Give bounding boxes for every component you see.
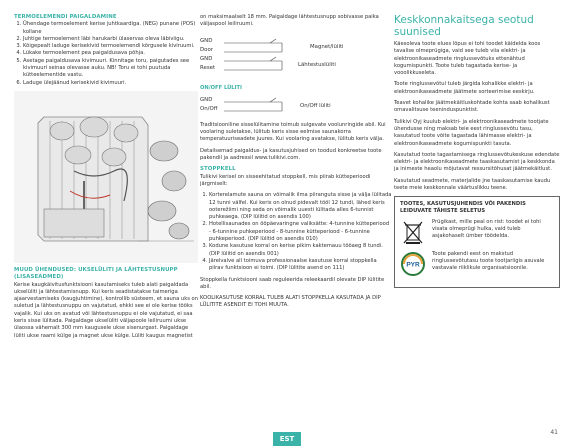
dip-switch-text: Stoppkella funktsiooni saab reguleerida releekaardil olevate DIP lülitite abil. — [200, 276, 385, 290]
gnd-label-3: GND — [200, 96, 213, 103]
heater-illustration — [14, 91, 198, 263]
gnd-label: GND — [200, 37, 213, 44]
symbols-heading: TOOTES, KASUTUSJUHENDIS VÕI PAKENDIS LEIDUVATE TÄHISTE SELETUS — [400, 201, 526, 214]
pyr-logo-icon — [400, 251, 426, 277]
symbol-row — [400, 219, 554, 245]
env-paragraph: Toote ringlussevõtul tuleb järgida kohalikke elektri- ja elektroonikaseadmete jäätmete sorteerimise eeskirju. — [394, 81, 535, 95]
crossed-bin-icon — [400, 219, 426, 245]
step-item: 3. Kõigepealt laduge kerisekivid termoelemendi kõrgusele kiviruumi. — [23, 43, 198, 50]
stoppkell-item: 2. Hotellisaunades on ööpäevaringne valiksätte: 4-tunnine kütteperiood - 6-tunnine puhkeperiood - 8-tunnine kütteperiood - 6-tunnine puhkeperiood. (DIP lülitid on asendis 010) — [209, 221, 392, 243]
page-number: 41 — [550, 429, 558, 436]
reset-switch-label: Lähtestuslüliti — [298, 61, 336, 68]
symbol-bin-text: Prügikast, mille peal on rist: toodet ei tohi visata olmeprügi hulka, vaid tuleb asjakohaselt ümber töödelda. — [432, 218, 541, 240]
environment-title: Keskkonnakaitsega seotud suunised — [394, 14, 534, 38]
symbols-box — [394, 196, 560, 287]
stoppkell-intro: Tulikivi kerisel on sisseehitatud stoppkell, mis piirab kütteperioodi järgmiselt: — [200, 173, 371, 187]
right-column — [394, 14, 560, 288]
door-reset-diagram — [200, 35, 392, 81]
symbol-pyr-text: Toote pakendi eest on makstud ringlussevõtutasu toote tootjariigis asuvale vastavale riiklikule organisatsioonile. — [432, 250, 545, 272]
reset-label: Reset — [200, 64, 216, 71]
step-item: 1. Ühendage termoelement kerise juhtkaardiga. (NEG) punane (POS) kollane — [23, 21, 198, 36]
step-item: 6. Laduge ülejäänud kerisekivid kivimuuri. — [23, 80, 198, 87]
stoppkell-heading: STOPPKELL — [200, 166, 236, 173]
thermocouple-steps — [14, 21, 198, 87]
stoppkell-item: 3. Kodune kasutuse korral on kerise pikim kaktemauu tööaeg 8 tundi. (DIP lülitid on asendis 001) — [209, 243, 392, 258]
intro-text: on maksimaalselt 18 mm. Paigaldage lähtestusnupp sobivasse paika väljaspool leiliruumi. — [200, 14, 379, 28]
stoppkell-item: 4. Järelvalve all toimuva professionaalse kasutuse korral stoppkella piirav funktsioon ei toimi. (DIP lülitite asend on 111) — [209, 258, 392, 273]
step-item: 5. Asetage paigaldusava kivimuuri. Kinnitage toru, paigutades see kivimuuri seinas olevasse auku. NB! Toru ei tohi puutuda kütteelementide vastu. — [23, 58, 198, 80]
env-paragraph: Tulikivi Oyj kuulub elektri- ja elektroonikaseadmete tootjate ühendusse ning maksab teie eest ringlussevõtu tasu, kasutatud toote võite tagastada lähimasse elektri- ja elektroonikaseadmete kogumispunkti tasuta. — [394, 118, 549, 147]
stoppkell-item: 1. Korterelamute sauna on võimalik ilma piiranguta sisse ja välja lülitada 12 tunni välfel. Kui keris on olnud pidevalt tööl 12 tundi, lähed keris ooterežiimi ning seda on võimalik uuesti lülitada alles 6-tunnist puhkeaega. (DIP lülitid on asendis 100) — [209, 192, 392, 221]
symbol-row — [400, 251, 554, 277]
step-item: 2. Juhtige termoelement läbi harukarbi ülaservas oleva läbiviigu. — [23, 36, 198, 43]
step-item: 4. Lükake termoelement pea paigaldusava põhja. — [23, 50, 198, 57]
heater-drawing — [14, 91, 198, 263]
pyr-logo-text: PYR — [406, 261, 420, 269]
onoff-label: On/Off — [200, 105, 218, 112]
onoff-switch-label: On/Off lüliti — [300, 102, 331, 109]
env-paragraph: Kasutatud seadmete, materjalide jne taaskasutamise kaudu teete meie keskkonnale väärtuslikku teene. — [394, 177, 551, 192]
env-paragraph: Teavet kohalike jäätmekäitluskohtade kohta saab kohalikust omavalitsuse teeninduspunktist. — [394, 100, 550, 114]
other-connections-heading: MUUD ÜHENDUSED: UKSELÜLITI JA LÄHTESTUSNUPP (LISASEADMED) — [14, 266, 178, 281]
detailed-instructions-text: Detailsemad paigaldus- ja kasutusjuhised on toodud konkreetse toote pakendil ja aadressil www.tulikivi.com. — [200, 147, 382, 162]
stoppkell-list — [200, 192, 392, 272]
env-paragraph: Käesoleva toote elues lõpus ei tohi toodet käidelda koos tavalise olmeprügiga, vaid see tuleb viia elektri- ja elektroonikaseadmete ringlussevõtuks ettenähtud kogumispunkti. Toote tuleb tagastada kerise- ja vooolikkuseleta. — [394, 41, 541, 77]
left-column — [14, 14, 198, 344]
middle-column — [200, 14, 392, 314]
onoff-diagram — [200, 94, 392, 118]
env-paragraph: Kasutatud toote tagastamisega ringlussevõtukeskuse edendate elektri- ja elektroonikaseadmete taaskasutamist ja keskkonda ja inimeste heaolu mõjutavat ressursitõhusat jäätmekäitlust. — [394, 151, 560, 173]
traditional-switching-text: Traditsiooniline sisselülitamine toimub sulgevate voolunringide abil. Kui voolaring suletakse, lülitub keris sisse eelmise saunakorra temperatuuriseadete juures. Kui voolaring avatakse, lülitub keris välja. — [200, 121, 386, 143]
onoff-heading: ON/OFF LÜLITI — [200, 84, 242, 91]
language-tab: EST — [273, 432, 301, 446]
thermocouple-heading: TERMOELEMENDI PAIGALDAMINE — [14, 14, 117, 20]
door-label: Door — [200, 46, 213, 53]
gnd-label-2: GND — [200, 55, 213, 62]
magnet-switch-label: Magnet/lüliti — [310, 43, 344, 50]
other-connections-text: Kerise kaugkäivitusfunktsiooni kasutamiseks tuleb alati paigaldada ukselüliti ja lähtestamisnupp. Kui keris seadistatakse taimeriga ajaarvestamiseks (kaugjuhtimine), kontrollib süsteem, et sauna uks on suletud ja lähtestusnuppu on vajutatud, ehkki see ei ole kerise tööks vajalik. Kui uks on avatud või lähtestusnuppu ei ole vajutatud, ei saa keris sisse lülitada. Paigaldage ukselüliti väljapoole leiliruumi ukse ülaossa vähemalt 300 mm kaugusele ukse sisenurgast. Paigaldage lüliti ukse raami külge ja magnet ukse külge. Lüliti kaugus magnetist — [14, 281, 199, 339]
school-use-notice: KOOLIKASUTUSE KORRAL TULEB ALATI STOPPKELLA KASUTADA JA DIP LÜLITITE ASENDIT EI TOHI MUUTA. — [200, 295, 381, 309]
door-reset-wiring — [200, 35, 350, 81]
